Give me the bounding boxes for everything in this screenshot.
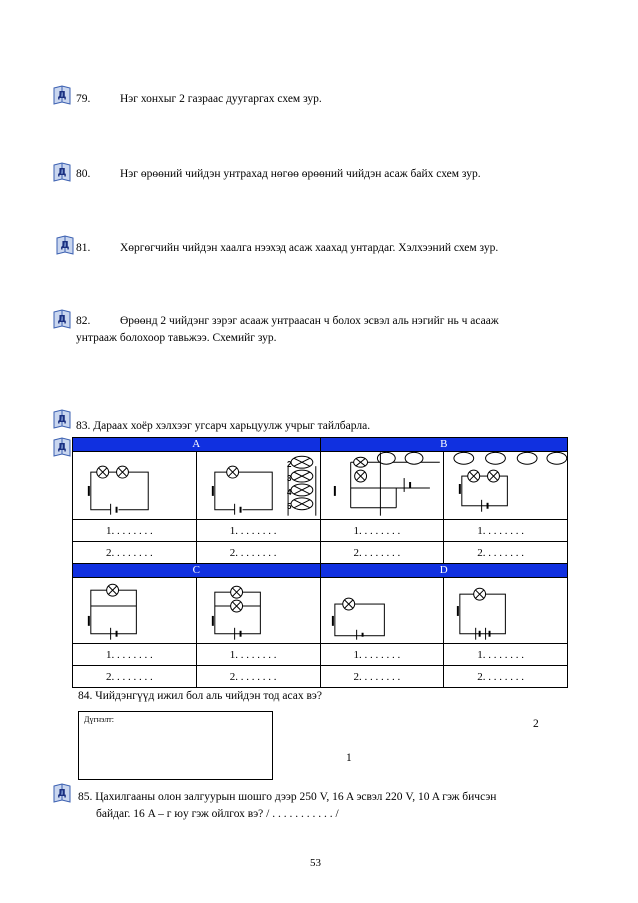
question-text: Хөргөгчийн чийдэн хаалга нээхэд асаж хаахад унтардаг. Хэлхээний схем зур. xyxy=(120,242,499,254)
answer-cell: 2. . . . . . . . xyxy=(196,666,320,688)
book-icon xyxy=(52,782,72,804)
header-a: A xyxy=(73,438,321,452)
question-85-line2: байдаг. 16 A – г юу гэж ойлгох вэ? / . . . . . . . . . . . / xyxy=(96,808,339,820)
svg-text:Д: Д xyxy=(57,788,67,799)
answer-cell: 2. . . . . . . . xyxy=(320,666,444,688)
circuit-b1 xyxy=(320,452,444,520)
answer-cell: 1. . . . . . . . xyxy=(196,520,320,542)
question-text: Дараах хоёр хэлхээг угсарч харьцуулж учрыг тайлбарла. xyxy=(93,420,371,432)
lamp-number: 2 xyxy=(287,460,292,469)
question-80 xyxy=(76,166,481,183)
svg-text:Д: Д xyxy=(57,314,67,325)
svg-text:Д: Д xyxy=(60,240,70,251)
circuit-c2 xyxy=(196,578,320,644)
lamp-numbers xyxy=(287,458,291,514)
book-icon xyxy=(52,84,72,106)
question-text: Өрөөнд 2 чийдэнг зэрэг асааж унтраасан ч болох эсвэл аль нэгийг нь ч асааж xyxy=(120,315,499,327)
book-icon xyxy=(55,234,75,256)
mark-2: 2 xyxy=(533,718,539,730)
answer-cell: 1. . . . . . . . xyxy=(320,520,444,542)
question-number: 80. xyxy=(76,168,91,180)
page-number: 53 xyxy=(310,857,321,869)
circuit-a2 xyxy=(196,452,320,520)
circuit-diagram xyxy=(73,578,196,640)
question-85-line1: 85. Цахилгааны олон залгуурын шошго дээр 250 V, 16 A эсвэл 220 V, 10 A гэж бичсэн xyxy=(78,791,497,803)
question-83 xyxy=(76,418,370,435)
circuit-diagram xyxy=(444,452,567,516)
header-b: B xyxy=(320,438,568,452)
circuit-d2 xyxy=(444,578,568,644)
svg-text:Д: Д xyxy=(57,414,67,425)
answer-cell: 2. . . . . . . . xyxy=(73,542,197,564)
question-number: 81. xyxy=(76,242,91,254)
lamp-number: 5 xyxy=(287,502,292,511)
book-icon xyxy=(52,308,72,330)
circuit-diagram xyxy=(321,452,444,516)
book-icon xyxy=(52,161,72,183)
answer-cell: 1. . . . . . . . xyxy=(73,644,197,666)
svg-text:Д: Д xyxy=(57,167,67,178)
question-82-line2: унтрааж болохоор тавьжээ. Схемийг зур. xyxy=(76,332,277,344)
answer-cell: 2. . . . . . . . xyxy=(444,542,568,564)
circuit-d1 xyxy=(320,578,444,644)
circuit-diagram xyxy=(197,578,320,640)
answer-cell: 1. . . . . . . . xyxy=(73,520,197,542)
mark-1: 1 xyxy=(346,752,352,764)
answer-cell: 2. . . . . . . . xyxy=(320,542,444,564)
question-79 xyxy=(76,91,322,108)
header-c: C xyxy=(73,564,321,578)
svg-text:Д: Д xyxy=(57,90,67,101)
circuit-diagram xyxy=(197,452,320,516)
circuit-diagram xyxy=(321,578,444,640)
question-82 xyxy=(76,313,564,330)
question-number: 79. xyxy=(76,93,91,105)
question-text: Нэг өрөөний чийдэн унтрахад нөгөө өрөөний чийдэн асаж байх схем зур. xyxy=(120,168,481,180)
answer-cell: 1. . . . . . . . xyxy=(196,644,320,666)
circuit-c1 xyxy=(73,578,197,644)
circuit-diagram xyxy=(444,578,567,640)
circuit-table xyxy=(72,437,568,688)
answer-cell: 2. . . . . . . . xyxy=(196,542,320,564)
conclusion-box[interactable] xyxy=(78,711,273,780)
question-81 xyxy=(76,240,498,257)
answer-cell: 2. . . . . . . . xyxy=(444,666,568,688)
question-84: 84. Чийдэнгүүд ижил бол аль чийдэн тод асах вэ? xyxy=(78,690,322,702)
answer-cell: 2. . . . . . . . xyxy=(73,666,197,688)
question-text: Нэг хонхыг 2 газраас дуугаргах схем зур. xyxy=(120,93,322,105)
answer-cell: 1. . . . . . . . xyxy=(320,644,444,666)
conclusion-label: Дүгнэлт: xyxy=(84,715,115,724)
book-icon xyxy=(52,408,72,430)
lamp-number: 4 xyxy=(287,488,292,497)
circuit-b2 xyxy=(444,452,568,520)
answer-cell: 1. . . . . . . . xyxy=(444,644,568,666)
header-d: D xyxy=(320,564,568,578)
question-number: 82. xyxy=(76,315,91,327)
question-number: 83. xyxy=(76,420,91,432)
circuit-diagram xyxy=(73,452,196,516)
answer-cell: 1. . . . . . . . xyxy=(444,520,568,542)
book-icon xyxy=(52,436,72,458)
circuit-a1 xyxy=(73,452,197,520)
lamp-number: 3 xyxy=(287,474,292,483)
svg-text:Д: Д xyxy=(57,442,67,453)
